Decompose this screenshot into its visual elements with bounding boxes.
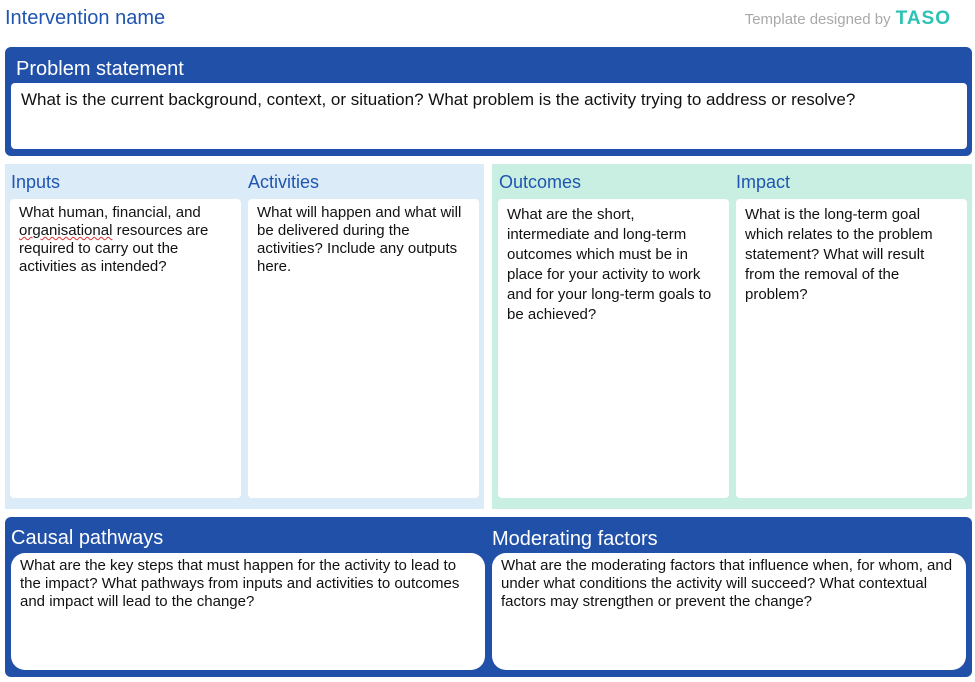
moderating-factors-heading: Moderating factors <box>492 528 658 550</box>
inputs-text-after: resources are required to carry out the activities as intended? <box>19 222 209 275</box>
problem-statement-text: What is the current background, context, or situation? What problem is the activity trying to address or resolve? <box>21 90 856 109</box>
impact-box[interactable] <box>736 199 967 498</box>
impact-text: What is the long-term goal which relates to the problem statement? What will result from the removal of the problem? <box>745 206 933 303</box>
inputs-activities-panel <box>5 164 484 509</box>
problem-statement-box[interactable] <box>11 83 967 149</box>
inputs-text-flagged: organisational <box>19 222 113 239</box>
outcomes-box[interactable] <box>498 199 729 498</box>
causal-pathways-heading: Causal pathways <box>11 527 164 549</box>
causal-pathways-box[interactable] <box>11 553 485 670</box>
activities-heading: Activities <box>248 172 320 192</box>
activities-text: What will happen and what will be delivered during the activities? Include any outputs here. <box>257 204 462 275</box>
outcomes-text: What are the short, intermediate and long-term outcomes which must be in place for your activity to work and for your long-term goals to be achieved? <box>507 206 712 323</box>
moderating-factors-box[interactable] <box>492 553 966 670</box>
causal-moderating-panel <box>5 517 972 677</box>
inputs-heading: Inputs <box>11 172 61 192</box>
outcomes-heading: Outcomes <box>499 172 582 192</box>
activities-box[interactable] <box>248 199 479 498</box>
intervention-name-title[interactable]: Intervention name <box>5 7 166 29</box>
problem-statement-panel <box>5 47 972 156</box>
credit-text: Template designed by <box>744 11 891 28</box>
impact-heading: Impact <box>736 172 791 192</box>
inputs-text-before: What human, financial, and <box>19 204 201 221</box>
taso-logo: TASO <box>895 8 951 29</box>
causal-pathways-text: What are the key steps that must happen for the activity to lead to the impact? What pathways from inputs and activities to outcomes and impact will lead to the change? <box>20 557 460 610</box>
moderating-factors-text: What are the moderating factors that influence when, for whom, and under what conditions the activity will succeed? What contextual factors may strengthen or prevent the change? <box>501 557 953 610</box>
inputs-box[interactable] <box>10 199 241 498</box>
outcomes-impact-panel <box>492 164 972 509</box>
problem-statement-heading: Problem statement <box>16 58 184 80</box>
template-credit <box>745 8 951 30</box>
